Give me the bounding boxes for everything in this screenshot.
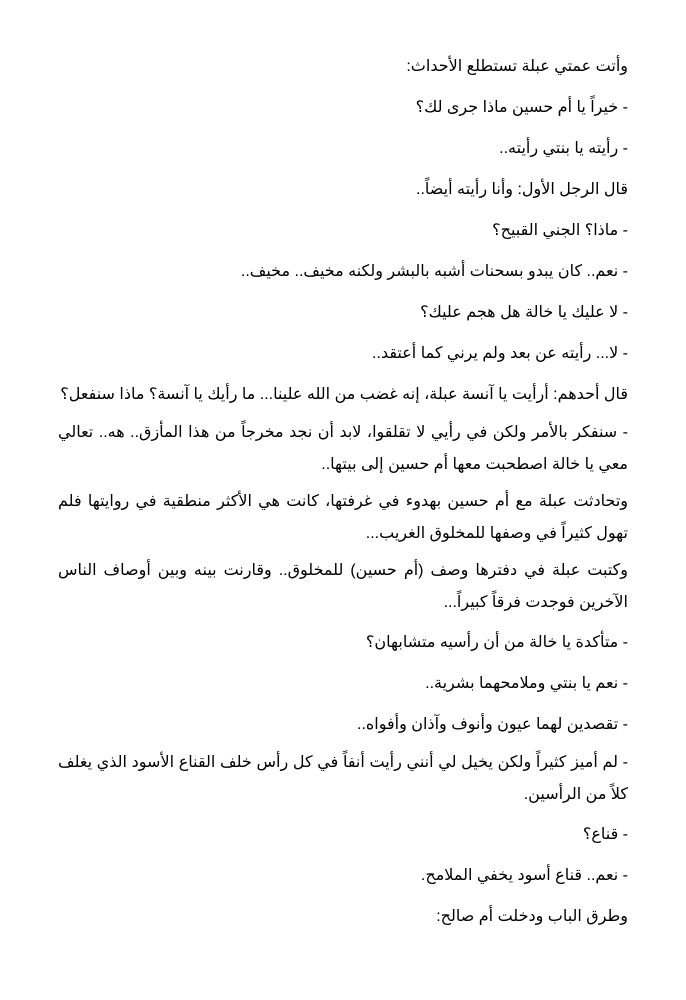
dialogue-line: - نعم.. قناع أسود يخفي الملامح. xyxy=(420,867,628,884)
dialogue-line: - قناع؟ xyxy=(582,826,628,843)
dialogue-paragraph: - سنفكر بالأمر ولكن في رأيي لا تقلقوا، لابد أن نجد مخرجاً من هذا المأزق.. هه.. تعالي معي يا خالة اصطحبت معها أم حسين إلى بيتها.. xyxy=(58,424,628,473)
dialogue-line: - تقصدين لهما عيون وأنوف وآذان وأفواه.. xyxy=(357,716,628,733)
paragraph: قال الرجل الأول: وأنا رأيته أيضاً.. xyxy=(416,181,628,198)
dialogue-line: - خيراً يا أم حسين ماذا جرى لك؟ xyxy=(415,99,628,116)
dialogue-line: - رأيته يا بنتي رأيته.. xyxy=(499,140,628,157)
dialogue-line: - نعم.. كان يبدو بسحنات أشبه بالبشر ولكنه مخيف.. مخيف.. xyxy=(240,263,628,280)
paragraph: وكتبت عبلة في دفترها وصف (أم حسين) للمخلوق.. وقارنت بينه وبين أوصاف الناس الآخرين فوجدت فرقاً كبيراً... xyxy=(58,562,628,611)
paragraph: وطرق الباب ودخلت أم صالح: xyxy=(436,908,628,925)
paragraph: قال أحدهم: أرأيت يا آنسة عبلة، إنه غضب من الله علينا... ما رأيك يا آنسة؟ ماذا سنفعل؟ xyxy=(60,386,628,403)
dialogue-line: - متأكدة يا خالة من أن رأسيه متشابهان؟ xyxy=(365,634,628,651)
dialogue-paragraph: - لم أميز كثيراً ولكن يخيل لي أنني رأيت أنفاً في كل رأس خلف القناع الأسود الذي يغلف كلاً من الرأسين. xyxy=(58,754,628,803)
paragraph: وتحادثت عبلة مع أم حسين بهدوء في غرفتها، كانت هي الأكثر منطقية في روايتها فلم تهول كثيراً في وصفها للمخلوق الغريب... xyxy=(58,493,628,542)
dialogue-line: - ماذا؟ الجني القبيح؟ xyxy=(492,222,628,239)
dialogue-line: - نعم يا بنتي وملامحهما بشرية.. xyxy=(425,675,628,692)
paragraph: وأتت عمتي عبلة تستطلع الأحداث: xyxy=(406,58,628,75)
document-page xyxy=(58,48,628,939)
dialogue-line: - لا... رأيته عن بعد ولم يرني كما أعتقد.. xyxy=(372,345,628,362)
dialogue-line: - لا عليك يا خالة هل هجم عليك؟ xyxy=(420,304,628,321)
